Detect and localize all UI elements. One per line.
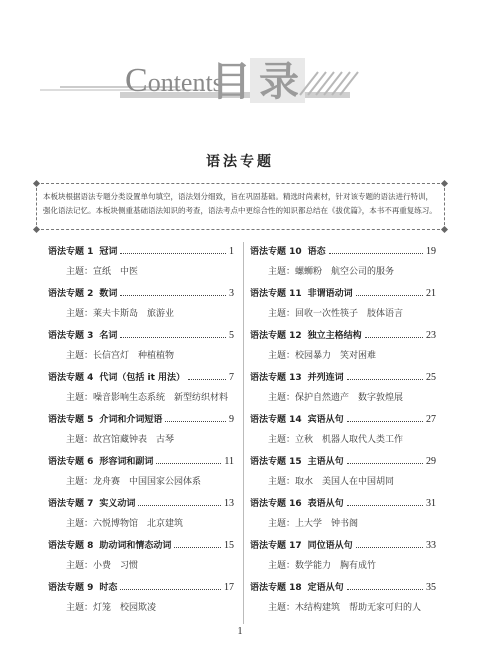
toc-entry-title: 冠词 [99,247,118,257]
toc-entry-topic: 主题：木结构建筑 帮助无家可归的人 [268,603,422,613]
toc-entry-number: 语法专题 17 [250,541,302,551]
toc-entry-page: 1 [229,246,234,257]
leader-dots [174,547,221,548]
toc-entry-line [250,538,436,554]
toc-entry-number: 语法专题 7 [48,499,94,509]
toc-entry[interactable] [48,412,234,454]
toc-entry-title: 语态 [307,247,326,257]
toc-entry-page: 31 [426,498,436,509]
leader-dots [356,295,423,296]
toc-entry-page: 25 [426,372,436,383]
toc-entry-number: 语法专题 10 [250,247,302,257]
toc-entry-title: 同位语从句 [307,541,353,551]
toc-entry-number: 语法专题 11 [250,289,302,299]
toc-entry-title: 独立主格结构 [307,331,362,341]
toc-entry-topic: 主题：灯笼 校园欺凌 [66,603,157,613]
toc-entry-line [48,286,234,302]
toc-entry-number: 语法专题 3 [48,331,94,341]
leader-dots [347,463,423,464]
toc-entry-topic: 主题：宣纸 中医 [66,267,139,277]
toc-entry-title: 表语从句 [307,499,344,509]
toc-entry-number: 语法专题 13 [250,373,302,383]
toc-entry-page: 9 [229,414,234,425]
toc-entry[interactable] [250,454,436,496]
toc-entry-number: 语法专题 2 [48,289,94,299]
toc-entry-page: 21 [426,288,436,299]
toc-entry-topic: 主题：立秋 机器人取代人类工作 [268,435,404,445]
toc-entry-number: 语法专题 9 [48,583,94,593]
toc-entry-page: 23 [426,330,436,341]
toc-entry-title: 形容词和副词 [99,457,154,467]
toc-entry-topic: 主题：校园暴力 笑对困难 [268,351,377,361]
toc-entry-title: 主语从句 [307,457,344,467]
leader-dots [347,421,423,422]
leader-dots [165,421,226,422]
toc-left-column [48,244,234,622]
leader-dots [138,505,221,506]
leader-dots [120,589,221,590]
toc-entry-page: 33 [426,540,436,551]
toc-entry-title: 代词（包括 it 用法） [99,373,186,383]
toc-entry-page: 11 [224,456,234,467]
leader-dots [365,337,423,338]
toc-entry-line [250,454,436,470]
toc-entry-page: 3 [229,288,234,299]
toc-right-column [250,244,436,622]
toc-entry-line [250,412,436,428]
toc-entry-line [48,454,234,470]
toc-entry-page: 35 [426,582,436,593]
toc-entry-number: 语法专题 6 [48,457,94,467]
corner-mark [33,226,40,233]
toc-entry-number: 语法专题 1 [48,247,94,257]
toc-entry-page: 27 [426,414,436,425]
toc-entry-number: 语法专题 4 [48,373,94,383]
toc-entry-topic: 主题：六悦博物馆 北京建筑 [66,519,184,529]
toc-entry-line [48,244,234,260]
toc-entry-topic: 主题：噪音影响生态系统 新型纺织材料 [66,393,229,403]
toc-entry-topic: 主题：螺蛳粉 航空公司的服务 [268,267,395,277]
toc-entry-line [250,328,436,344]
toc-entry-line [250,244,436,260]
toc-entry[interactable] [48,580,234,622]
toc-entry-number: 语法专题 14 [250,415,302,425]
toc-entry-number: 语法专题 18 [250,583,302,593]
toc-entry-topic: 主题：龙舟赛 中国国家公园体系 [66,477,202,487]
toc-entry[interactable] [250,580,436,622]
toc-entry-page: 15 [224,540,234,551]
toc-entry-topic: 主题：小费 习惯 [66,561,139,571]
toc-entry-line [250,496,436,512]
note-line-2: 强化语法记忆。本板块侧重基础语法知识的考查，语法考点中更综合性的知识都总结在《拔优篇》，本书不再重复练习。 [43,206,437,215]
toc-entry[interactable] [250,496,436,538]
toc-entry-page: 17 [224,582,234,593]
toc-entry[interactable] [48,370,234,412]
toc-entry-title: 数词 [99,289,118,299]
toc-entry-topic: 主题：取水 美国人在中国胡同 [268,477,395,487]
toc-entry-topic: 主题：故宫馆藏钟表 古琴 [66,435,175,445]
toc-entry-topic: 主题：数学能力 胸有成竹 [268,561,377,571]
toc-entry-line [48,370,234,386]
toc-entry-line [48,538,234,554]
toc-entry-title: 时态 [99,583,118,593]
toc-entry-page: 7 [229,372,234,383]
column-divider [243,242,244,624]
toc-entry-topic: 主题：长信宫灯 种植植物 [66,351,175,361]
toc-entry-topic: 主题：上大学 钟书阁 [268,519,359,529]
toc-entry-page: 19 [426,246,436,257]
toc-entry[interactable] [250,328,436,370]
toc-entry-number: 语法专题 8 [48,541,94,551]
leader-dots [188,379,226,380]
toc-entry-line [48,412,234,428]
corner-mark [33,180,40,187]
toc-entry-page: 13 [224,498,234,509]
toc-entry-line [48,580,234,596]
toc-entry-line [250,286,436,302]
toc-entry-page: 5 [229,330,234,341]
toc-entry-title: 名词 [99,331,118,341]
toc-entry[interactable] [250,538,436,580]
toc-entry-title: 宾语从句 [307,415,344,425]
toc-entry-line [250,580,436,596]
toc-entry[interactable] [48,538,234,580]
toc-entry-number: 语法专题 5 [48,415,94,425]
toc-entry-topic: 主题：保护自然遗产 数字敦煌展 [268,393,404,403]
toc-entry[interactable] [250,412,436,454]
toc-entry[interactable] [48,286,234,328]
section-title: 语法专题 [206,154,274,170]
toc-entry[interactable] [48,496,234,538]
contents-label: Contents [125,62,223,99]
toc-entry-number: 语法专题 16 [250,499,302,509]
leader-dots [120,337,226,338]
leader-dots [347,379,423,380]
leader-dots [347,589,423,590]
leader-dots [329,253,423,254]
toc-entry-title: 非谓语动词 [307,289,353,299]
leader-dots [356,547,423,548]
toc-entry-title: 助动词和情态动词 [99,541,172,551]
toc-entry-line [48,328,234,344]
intro-note [36,183,445,230]
page-number: 1 [237,626,243,637]
toc-entry-number: 语法专题 12 [250,331,302,341]
corner-mark [441,226,448,233]
toc-entry[interactable] [48,328,234,370]
toc-entry-number: 语法专题 15 [250,457,302,467]
corner-mark [441,180,448,187]
leader-dots [156,463,221,464]
toc-entry-page: 29 [426,456,436,467]
note-line-1: 本板块根据语法专题分类设置单句填空，语法划分细致，旨在巩固基础。精选时尚素材，针对该专题的语法进行特训， [43,192,433,201]
leader-dots [347,505,423,506]
mulu-title: 目 录 [211,59,299,105]
toc-entry-line [48,496,234,512]
toc-entry-title: 实义动词 [99,499,136,509]
toc-entry-topic: 主题：莱夫卡斯岛 旅游业 [66,309,175,319]
toc-entry-title: 介词和介词短语 [99,415,163,425]
leader-dots [120,295,226,296]
toc-entry-topic: 主题：回收一次性筷子 肢体语言 [268,309,404,319]
toc-entry-line [250,370,436,386]
toc-entry-title: 并列连词 [307,373,344,383]
leader-dots [120,253,226,254]
toc-entry[interactable] [250,244,436,286]
toc-entry[interactable] [48,454,234,496]
toc-entry[interactable] [250,286,436,328]
toc-entry-title: 定语从句 [307,583,344,593]
toc-entry[interactable] [250,370,436,412]
toc-entry[interactable] [48,244,234,286]
